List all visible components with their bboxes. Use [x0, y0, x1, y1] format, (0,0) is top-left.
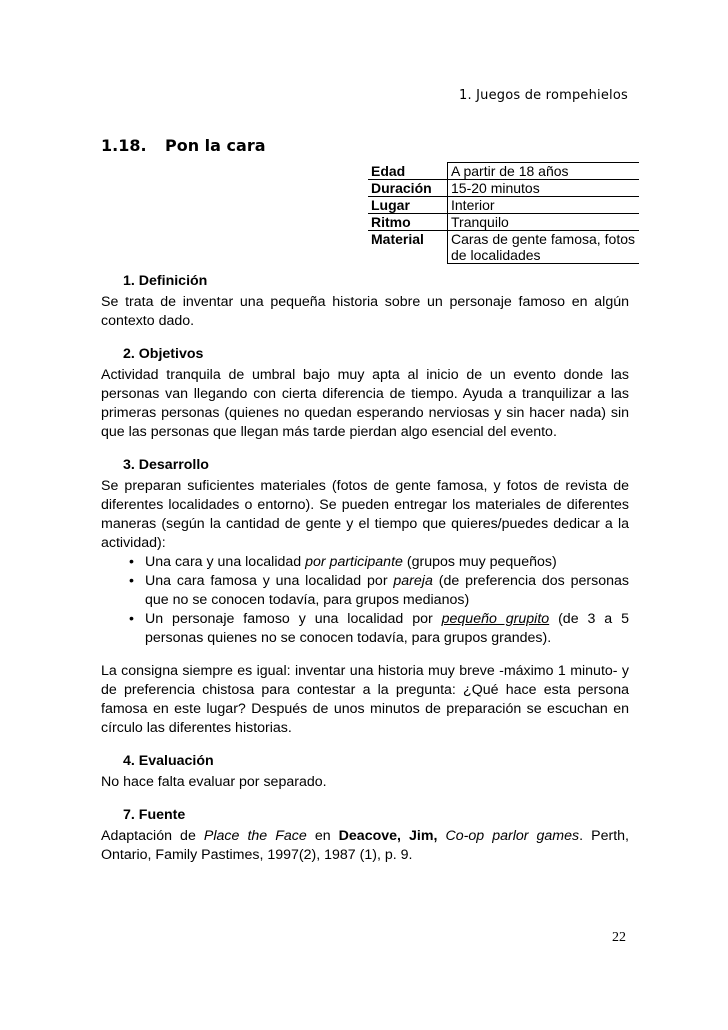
page-number: 22 [612, 930, 626, 945]
list-item: • Un personaje famoso y una localidad por pequeño grupito (de 3 a 5 personas quienes no se conocen todavía, para grupos grandes). [129, 611, 629, 646]
info-row-lugar [368, 197, 639, 214]
info-row-ritmo [368, 214, 639, 231]
info-key: Edad [368, 163, 448, 180]
paragraph-evaluacion: No hace falta evaluar por separado. [101, 774, 327, 790]
heading-objetivos: 2. Objetivos [123, 346, 204, 362]
info-key: Material [368, 231, 448, 264]
bullet-list [101, 553, 629, 648]
info-key: Duración [368, 180, 448, 197]
section-title [101, 136, 266, 155]
section-title-text: Pon la cara [165, 136, 266, 155]
activity-info-table [368, 162, 639, 264]
list-item: • Una cara y una localidad por participante (grupos muy pequeños) [129, 554, 557, 570]
heading-evaluacion: 4. Evaluación [123, 753, 214, 769]
info-row-duracion [368, 180, 639, 197]
info-value: A partir de 18 años [448, 163, 640, 180]
paragraph-desarrollo-intro: Se preparan suficientes materiales (fotos de gente famosa, y fotos de revista de diferentes localidades o entorno). Se pueden entregar los materiales de diferentes maneras (según la cantidad de gente y el tiempo que quieres/puedes dedicar a la actividad): [101, 478, 629, 551]
section-number: 1.18. [101, 136, 147, 155]
info-key: Lugar [368, 197, 448, 214]
info-row-material [368, 231, 639, 264]
paragraph-definicion: Se trata de inventar una pequeña historia sobre un personaje famoso en algún contexto dado. [101, 294, 629, 329]
info-key: Ritmo [368, 214, 448, 231]
info-value: Tranquilo [448, 214, 640, 231]
paragraph-objetivos: Actividad tranquila de umbral bajo muy apta al inicio de un evento donde las personas van llegando con cierta diferencia de tiempo. Ayuda a tranquilizar a las primeras personas (quienes no quedan esperando nerviosas y sin hacer nada) sin que las personas que llegan más tarde pierdan algo esencial del evento. [101, 367, 629, 440]
info-value: Caras de gente famosa, fotos de localidades [448, 231, 640, 264]
info-value: Interior [448, 197, 640, 214]
info-row-edad [368, 163, 639, 180]
heading-fuente: 7. Fuente [123, 807, 186, 823]
paragraph-fuente: Adaptación de Place the Face en Deacove, Jim, Co-op parlor games. Perth, Ontario, Family Pastimes, 1997(2), 1987 (1), p. 9. [101, 828, 629, 863]
info-value: 15-20 minutos [448, 180, 640, 197]
document-body [101, 272, 629, 865]
list-item: • Una cara famosa y una localidad por pareja (de preferencia dos personas que no se conocen todavía, para grupos medianos) [129, 573, 629, 608]
bullet-icon: • [129, 554, 134, 570]
heading-definicion: 1. Definición [123, 273, 208, 289]
bullet-icon: • [129, 611, 134, 627]
heading-desarrollo: 3. Desarrollo [123, 457, 209, 473]
bullet-icon: • [129, 573, 134, 589]
running-header: 1. Juegos de rompehielos [458, 88, 628, 103]
paragraph-desarrollo-closing: La consigna siempre es igual: inventar una historia muy breve -máximo 1 minuto- y de preferencia chistosa para contestar a la pregunta: ¿Qué hace esta persona famosa en este lugar? Después de unos minutos de preparación se escuchan en círculo las diferentes historias. [101, 663, 629, 736]
